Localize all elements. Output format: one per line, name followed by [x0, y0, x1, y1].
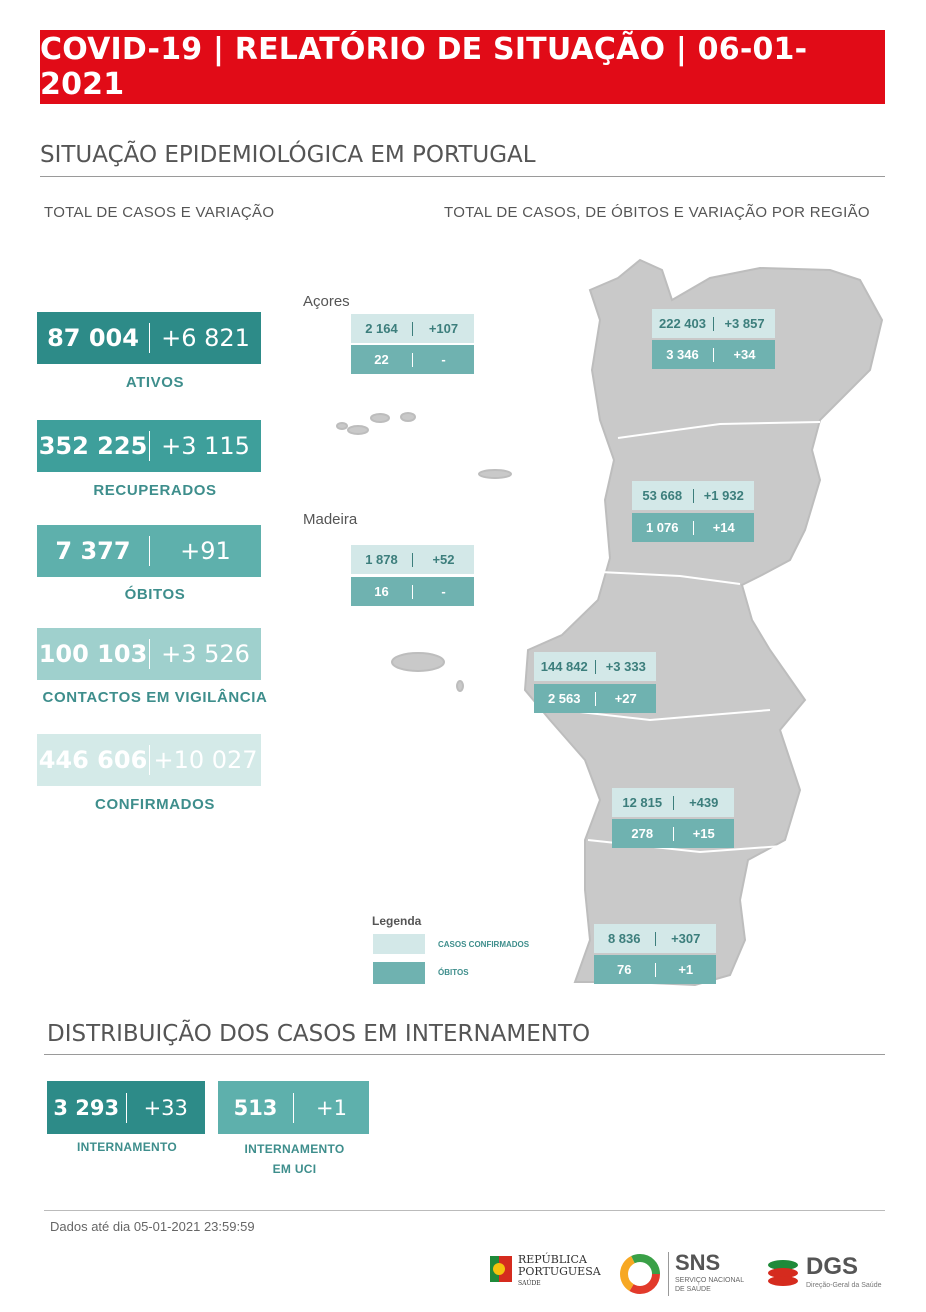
- stat-label-confirmados: CONFIRMADOS: [95, 796, 215, 813]
- stat-value: 87 004: [47, 324, 139, 352]
- stat-delta: +10 027: [153, 746, 258, 774]
- legend-label-deaths: ÓBITOS: [438, 968, 469, 977]
- region-deaths: 76: [617, 962, 632, 977]
- stat-value: 100 103: [38, 640, 148, 668]
- logo-text: SAÚDE: [518, 1280, 541, 1287]
- region-cases-delta: +1 932: [703, 488, 744, 503]
- stat-value: 352 225: [38, 432, 148, 460]
- region-cases-delta: +3 333: [605, 659, 646, 674]
- acores-label: Açores: [303, 293, 350, 310]
- hosp-label-uci: [218, 1139, 371, 1179]
- region-cases: 2 164: [365, 321, 398, 336]
- region-deaths: 3 346: [666, 347, 699, 362]
- hosp-label-line: INTERNAMENTO: [244, 1142, 345, 1156]
- azores-island: [337, 423, 347, 429]
- section-divider: [44, 1054, 885, 1055]
- stat-box-confirmados: [37, 734, 261, 786]
- stat-label-recuperados: RECUPERADOS: [93, 482, 217, 499]
- stat-box-recuperados: [37, 420, 261, 472]
- region-madeira-deaths: [351, 577, 474, 606]
- region-cases-delta: +439: [689, 795, 719, 810]
- region-deaths: 278: [631, 826, 654, 841]
- region-acores-deaths: [351, 345, 474, 374]
- region-cases: 1 878: [365, 552, 398, 567]
- hosp-box-uci: [218, 1081, 369, 1134]
- region-deaths: 22: [374, 352, 389, 367]
- region-cases-delta: +3 857: [724, 316, 765, 331]
- region-madeira-cases: [351, 545, 474, 574]
- report-title-banner: COVID-19 | RELATÓRIO DE SITUAÇÃO | 06-01-2021: [40, 30, 885, 104]
- region-cases: 144 842: [540, 659, 588, 674]
- region-centro-deaths: [632, 513, 754, 542]
- region-deaths-delta: -: [441, 352, 446, 367]
- legend-swatch-deaths: [373, 962, 425, 984]
- stat-box-obitos: [37, 525, 261, 577]
- section-title-epidemiological: SITUAÇÃO EPIDEMIOLÓGICA EM PORTUGAL: [40, 142, 536, 168]
- legend-title: Legenda: [372, 914, 422, 928]
- right-subtitle: TOTAL DE CASOS, DE ÓBITOS E VARIAÇÃO POR REGIÃO: [444, 204, 870, 221]
- madeira-label: Madeira: [303, 511, 358, 528]
- region-deaths-delta: +15: [692, 826, 715, 841]
- region-norte-cases: [652, 309, 775, 338]
- hosp-value: 513: [233, 1095, 278, 1120]
- stat-value: 446 606: [38, 746, 148, 774]
- region-cases: 12 815: [622, 795, 663, 810]
- logo-text: DGS: [806, 1253, 859, 1280]
- stat-delta: +6 821: [161, 324, 250, 352]
- region-deaths-delta: -: [441, 584, 446, 599]
- region-deaths: 2 563: [547, 691, 581, 706]
- legend-swatch-confirmed: [373, 934, 425, 954]
- logo-text: SERVIÇO NACIONAL: [675, 1277, 745, 1284]
- azores-island: [371, 414, 389, 422]
- republica-portuguesa-logo: [488, 1252, 606, 1298]
- left-subtitle: TOTAL DE CASOS E VARIAÇÃO: [44, 204, 275, 221]
- stat-label-obitos: ÓBITOS: [124, 586, 186, 603]
- region-lvt-cases: [534, 652, 656, 681]
- region-alentejo-deaths: [612, 819, 734, 848]
- hosp-box-internamento: [47, 1081, 205, 1134]
- stat-delta: +91: [180, 537, 231, 565]
- logo-text: Direção-Geral da Saúde: [806, 1282, 882, 1289]
- logo-text: PORTUGUESA: [518, 1265, 601, 1278]
- logo-text: SNS: [675, 1250, 721, 1275]
- stat-label-ativos: ATIVOS: [125, 374, 185, 391]
- legend-label-confirmed: CASOS CONFIRMADOS: [438, 940, 530, 949]
- stat-value: 7 377: [55, 537, 131, 565]
- logo-divider: [668, 1252, 669, 1296]
- madeira-island: [457, 681, 463, 691]
- hosp-value: 3 293: [53, 1095, 120, 1120]
- region-lvt-deaths: [534, 684, 656, 713]
- region-deaths: 1 076: [645, 520, 679, 535]
- footer-divider: [44, 1210, 885, 1211]
- region-cases-delta: +107: [428, 321, 459, 336]
- stat-label-contactos: CONTACTOS EM VIGILÂNCIA: [42, 689, 268, 706]
- region-cases-delta: +307: [671, 931, 701, 946]
- stat-box-contactos: [37, 628, 261, 680]
- section-divider: [40, 176, 885, 177]
- stat-box-ativos: [37, 312, 261, 364]
- region-centro-cases: [632, 481, 754, 510]
- region-cases: 53 668: [642, 488, 683, 503]
- madeira-island: [392, 653, 444, 671]
- section-title-internamento: DISTRIBUIÇÃO DOS CASOS EM INTERNAMENTO: [47, 1021, 591, 1047]
- region-alentejo-cases: [612, 788, 734, 817]
- logo-text: REPÚBLICA: [518, 1253, 587, 1266]
- region-deaths-delta: +27: [614, 691, 637, 706]
- dgs-logo: [766, 1254, 888, 1296]
- data-date-note: Dados até dia 05-01-2021 23:59:59: [50, 1219, 255, 1234]
- region-algarve-cases: [594, 924, 716, 953]
- region-deaths: 16: [374, 584, 389, 599]
- sns-logo: [618, 1252, 748, 1298]
- region-acores-cases: [351, 314, 474, 343]
- flag-icon: [488, 1254, 514, 1286]
- sns-ring-icon: [618, 1252, 662, 1296]
- region-algarve-deaths: [594, 955, 716, 984]
- hosp-label-line: EM UCI: [272, 1162, 317, 1176]
- stat-delta: +3 526: [161, 640, 250, 668]
- region-deaths-delta: +1: [678, 962, 694, 977]
- region-cases-delta: +52: [432, 552, 455, 567]
- region-deaths-delta: +34: [733, 347, 756, 362]
- dgs-emblem-icon: [766, 1256, 800, 1290]
- region-cases: 8 836: [607, 931, 641, 946]
- logo-text: DE SAÚDE: [675, 1286, 711, 1293]
- hosp-delta: +1: [316, 1095, 347, 1120]
- azores-island: [401, 413, 415, 421]
- region-norte-deaths: [652, 340, 775, 369]
- stat-delta: +3 115: [161, 432, 250, 460]
- hosp-label-line: INTERNAMENTO: [76, 1140, 178, 1154]
- hosp-label-internamento: [47, 1137, 207, 1157]
- region-cases: 222 403: [659, 316, 706, 331]
- region-deaths-delta: +14: [712, 520, 735, 535]
- azores-island: [348, 426, 368, 434]
- hosp-delta: +33: [143, 1095, 188, 1120]
- azores-island: [479, 470, 511, 478]
